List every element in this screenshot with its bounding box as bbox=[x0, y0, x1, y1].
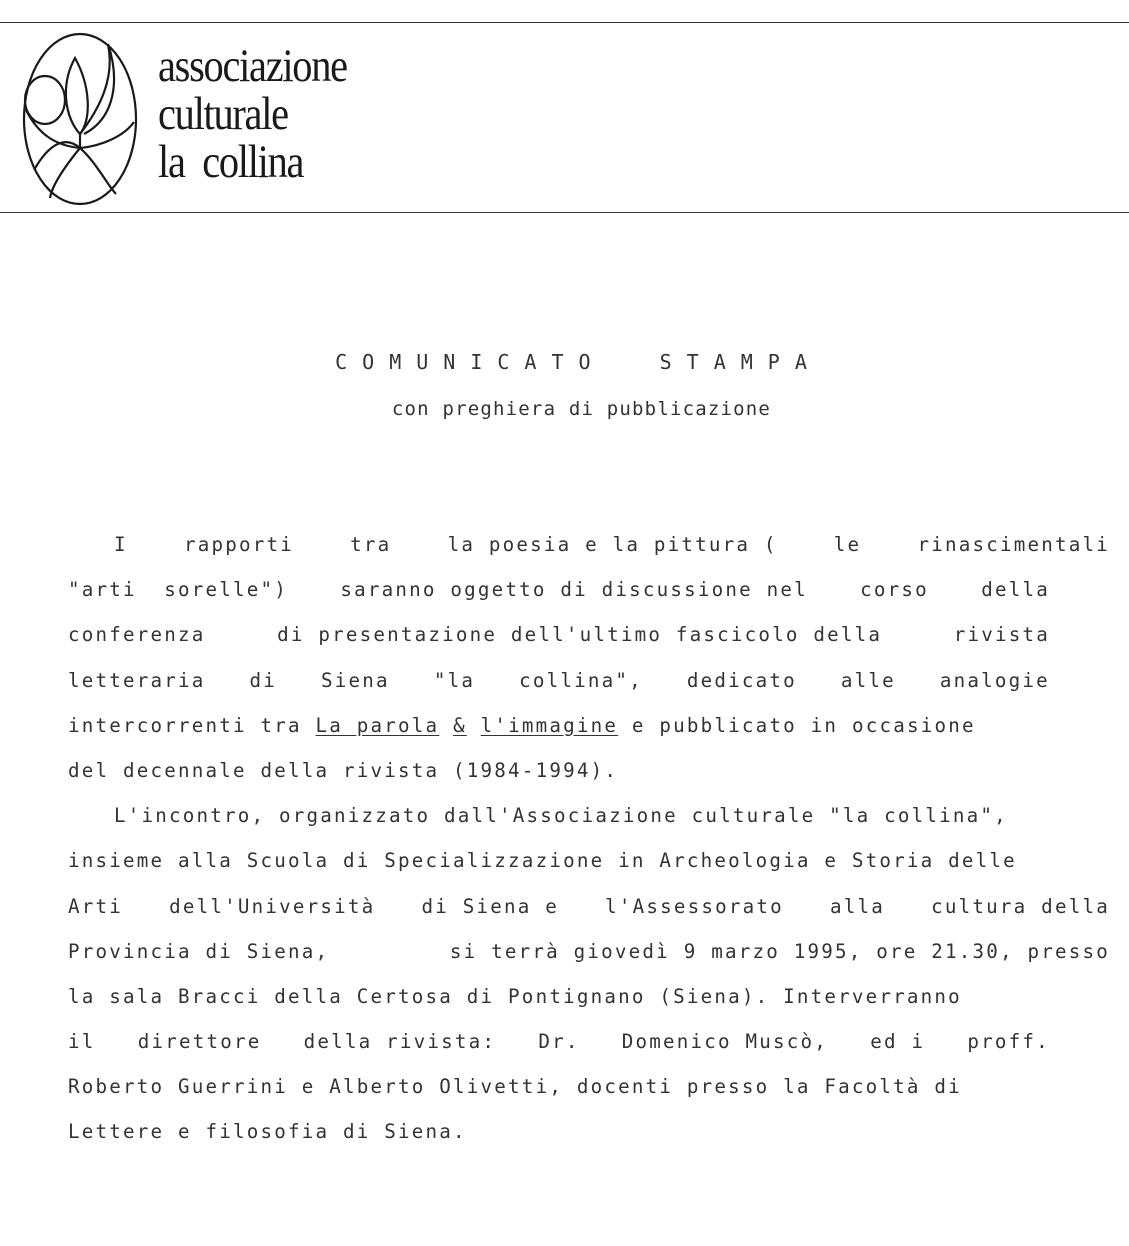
association-name-line-3: la collina bbox=[158, 136, 304, 188]
paragraph-1-line-3: conferenza di presentazione dell'ultimo fascicolo della rivista bbox=[68, 623, 1050, 647]
underlined-ampersand: & bbox=[453, 713, 467, 737]
paragraph-2-line-5: la sala Bracci della Certosa di Pontignano (Siena). Interverranno bbox=[68, 984, 962, 1008]
paragraph-2-line-8: Lettere e filosofia di Siena. bbox=[68, 1120, 467, 1144]
paragraph-1-line-2: "arti sorelle") saranno oggetto di discussione nel corso della bbox=[68, 578, 1050, 602]
letterhead-bottom-rule bbox=[0, 212, 1129, 213]
paragraph-2-line-2: insieme alla Scuola di Specializzazione in Archeologia e Storia delle bbox=[68, 849, 1017, 873]
paragraph-2-line-3: Arti dell'Università di Siena e l'Assessorato alla cultura della bbox=[68, 894, 1110, 918]
paragraph-1-line-4: letteraria di Siena "la collina", dedicato alle analogie bbox=[68, 668, 1050, 692]
letterhead-top-rule bbox=[0, 22, 1129, 23]
press-release-title: COMUNICATO STAMPA bbox=[335, 350, 822, 374]
underlined-l-immagine: l'immagine bbox=[480, 713, 619, 737]
paragraph-1-line-1: I rapporti tra la poesia e la pittura ( le rinascimentali bbox=[114, 533, 1110, 556]
hill-tree-emblem-icon bbox=[20, 30, 140, 208]
paragraph-2-line-4: Provincia di Siena, si terrà giovedì 9 marzo 1995, ore 21.30, presso bbox=[68, 939, 1110, 963]
paragraph-1-line-5: intercorrenti tra La parola & l'immagine e pubblicato in occasione bbox=[68, 713, 976, 737]
paragraph-2-line-6: il direttore della rivista: Dr. Domenico Muscò, ed i proff. bbox=[68, 1030, 1050, 1054]
press-release-subtitle: con preghiera di pubblicazione bbox=[391, 398, 772, 420]
association-name-line-2: culturale bbox=[158, 88, 288, 140]
association-name bbox=[158, 42, 347, 186]
paragraph-1-line-6: del decennale della rivista (1984-1994). bbox=[68, 758, 619, 782]
press-release-body bbox=[68, 530, 1110, 1163]
paragraph-2-line-1: L'incontro, organizzato dall'Associazione culturale "la collina", bbox=[114, 804, 1008, 828]
paragraph-2-line-7: Roberto Guerrini e Alberto Olivetti, docenti presso la Facoltà di bbox=[68, 1075, 962, 1099]
underlined-la-parola: La parola bbox=[315, 713, 440, 737]
association-name-line-1: associazione bbox=[158, 40, 347, 92]
